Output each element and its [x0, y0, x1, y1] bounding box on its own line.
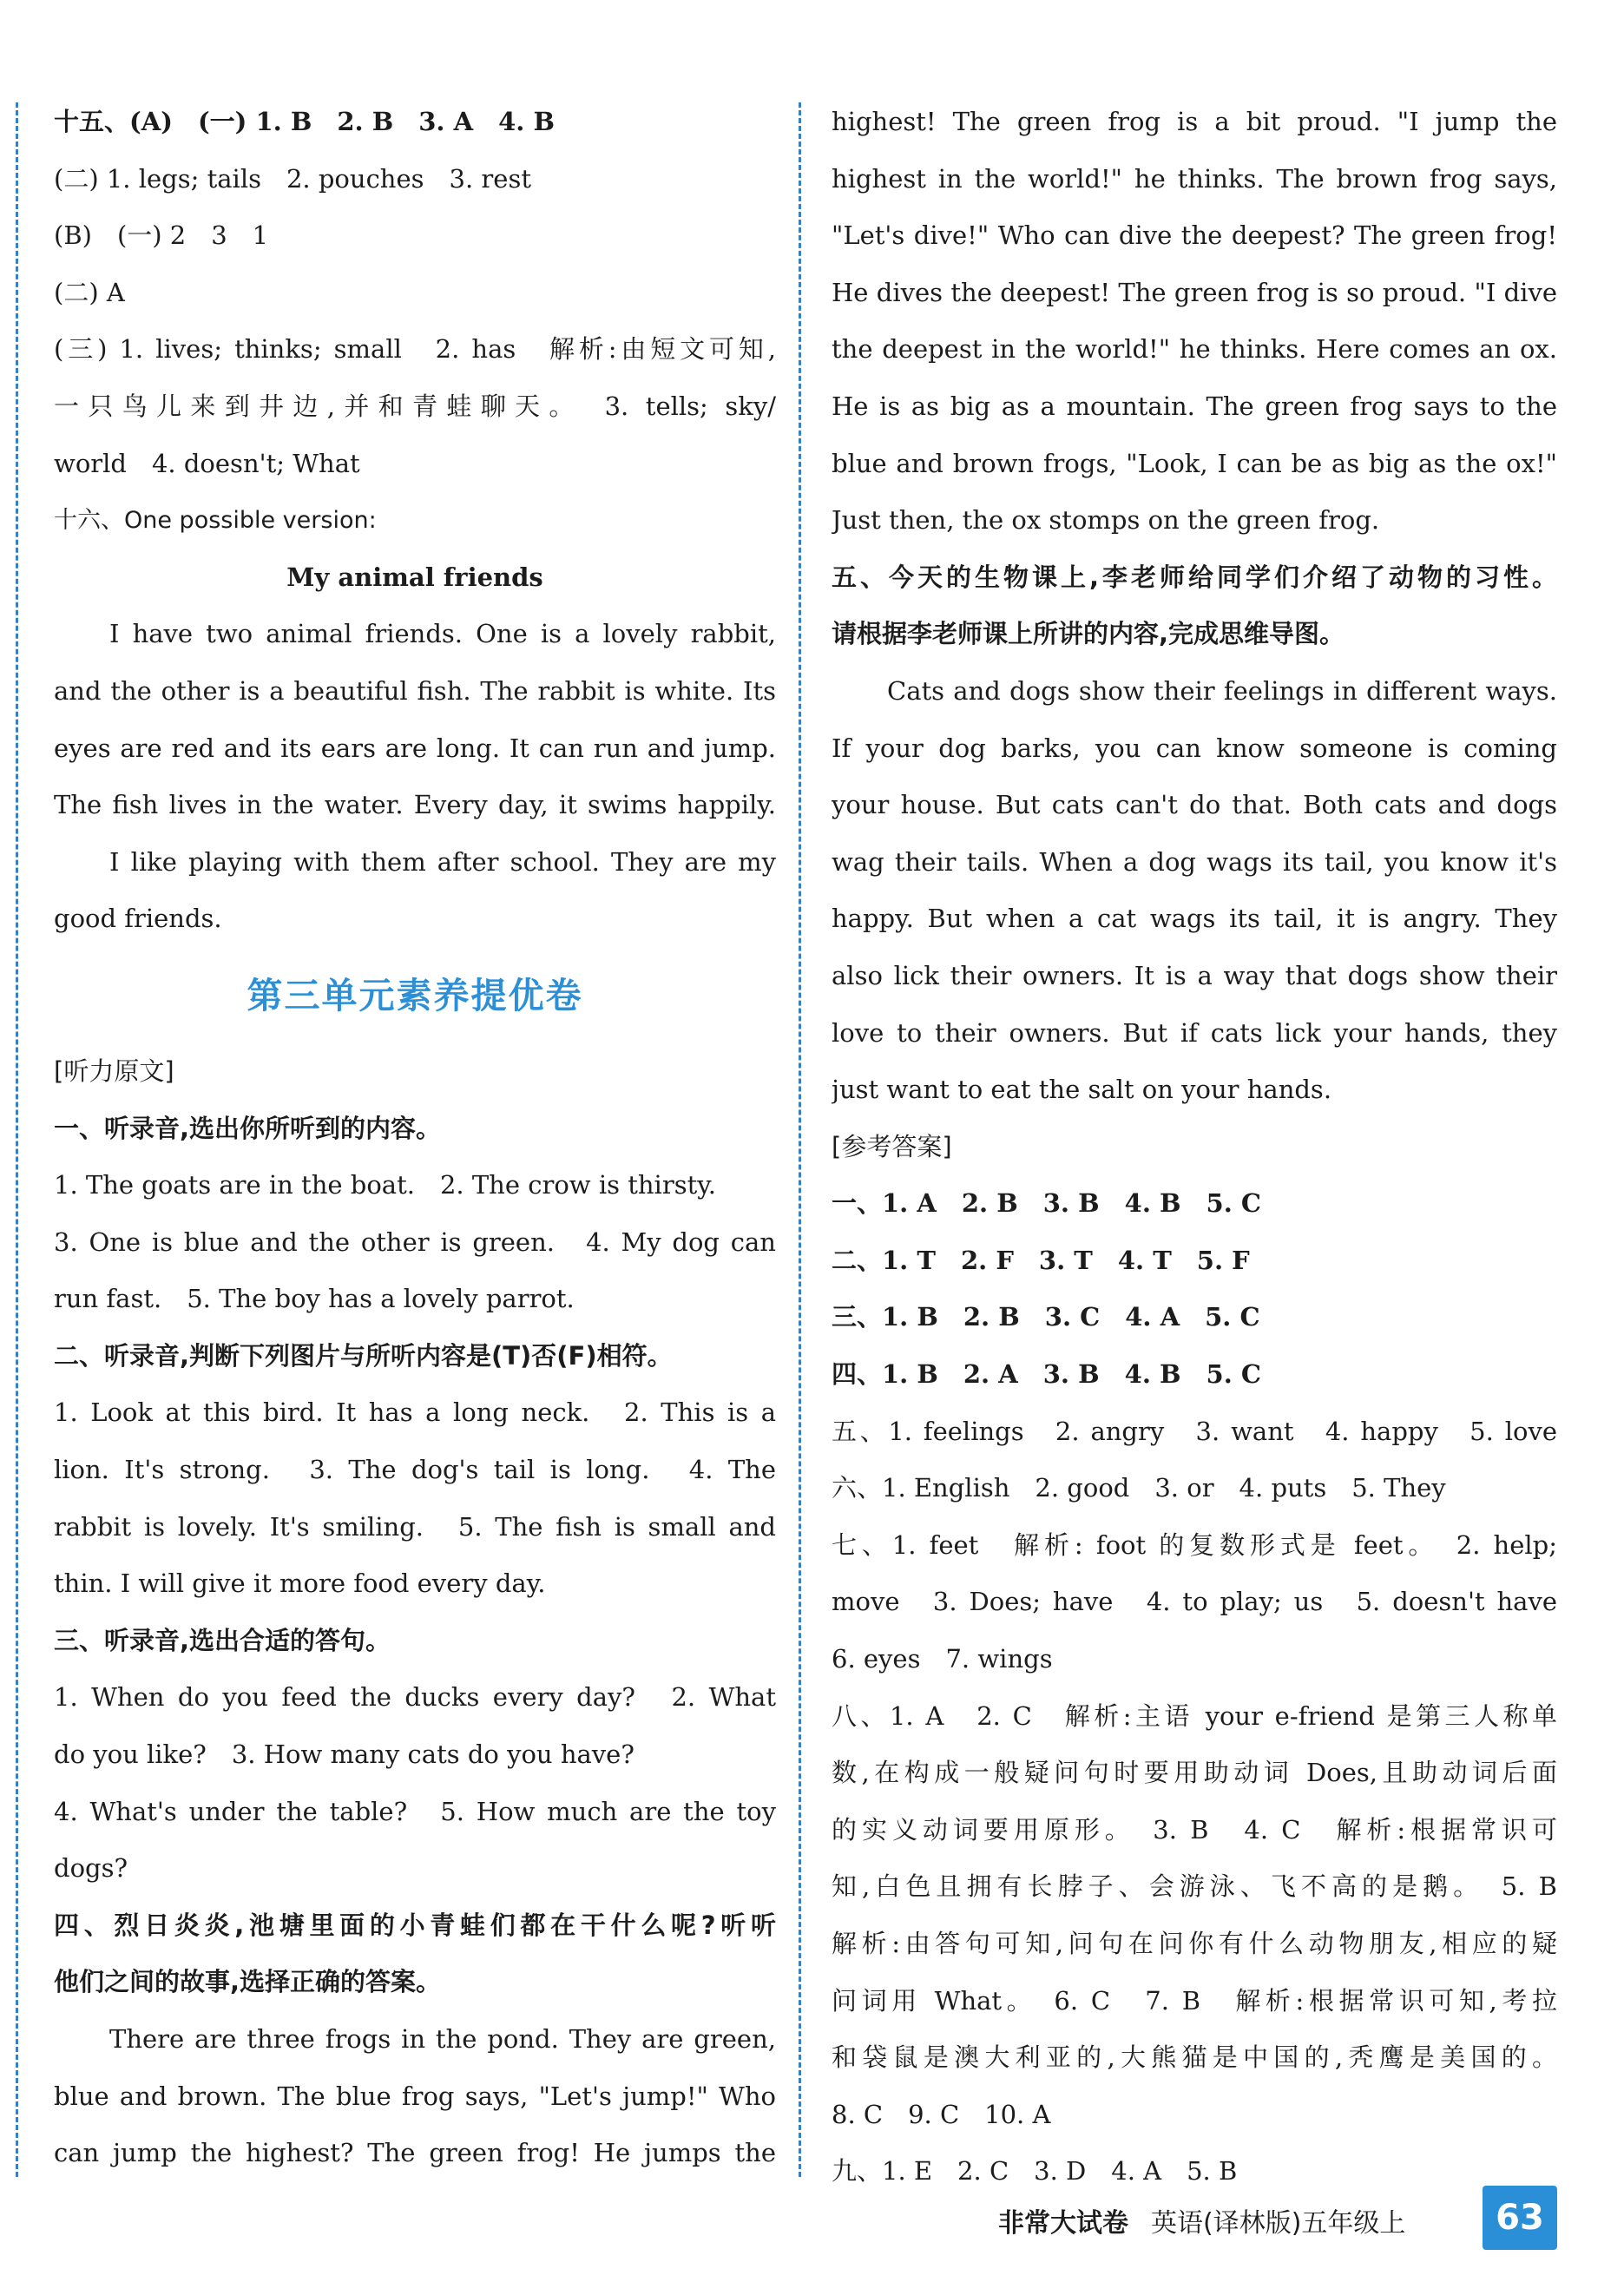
text-line: 1. Look at this bird. It has a long neck. 2. This is a [54, 1397, 776, 1428]
text-line: 九、1. E 2. C 3. D 4. A 5. B [832, 2156, 1238, 2187]
footer [998, 2194, 1405, 2246]
text-line: your house. But cats can't do that. Both cats and dogs [832, 790, 1557, 820]
text-line: (二) A [54, 277, 125, 307]
text-line: 6. eyes 7. wings [832, 1644, 1053, 1674]
text-line: dogs? [54, 1853, 128, 1884]
text-line: The fish lives in the water. Every day, it swims happily. [54, 790, 776, 820]
text-line: 解析:由答句可知,问句在问你有什么动物朋友,相应的疑 [832, 1929, 1557, 1958]
text-line: He dives the deepest! The green frog is so proud. "I dive [832, 277, 1557, 307]
section-heading: 五、今天的生物课上,李老师给同学们介绍了动物的习性。 [832, 562, 1557, 592]
section-heading: 三、听录音,选出合适的答句。 [54, 1625, 391, 1655]
text-line: world 4. doesn't; What [54, 448, 360, 478]
text-line: I have two animal friends. One is a lovely rabbit, [109, 619, 776, 649]
text-line: (B) (一) 2 3 1 [54, 220, 269, 251]
text-line: move 3. Does; have 4. to play; us 5. doesn't have [832, 1587, 1557, 1617]
text-line: run fast. 5. The boy has a lovely parrot. [54, 1284, 575, 1314]
text-line: 知,白色且拥有长脖子、会游泳、飞不高的是鹅。 5. B [832, 1871, 1557, 1902]
text-line: 4. What's under the table? 5. How much are the toy [54, 1796, 776, 1826]
text-line: 六、1. English 2. good 3. or 4. puts 5. They [832, 1473, 1446, 1503]
text-line: 五、1. feelings 2. angry 3. want 4. happy 5. love [832, 1416, 1557, 1446]
text-line: If your dog barks, you can know someone is coming [832, 733, 1557, 763]
text-line: 8. C 9. C 10. A [832, 2099, 1051, 2129]
footer-brand: 非常大试卷 [998, 2208, 1128, 2239]
text-line: eyes are red and its ears are long. It can run and jump. [54, 733, 776, 763]
text-line: 1. When do you feed the ducks every day? 2. What [54, 1682, 776, 1713]
text-line: 八、1. A 2. C 解析:主语 your e-friend 是第三人称单 [832, 1700, 1557, 1731]
text-line: blue and brown frogs, "Look, I can be as big as the ox!" [832, 448, 1557, 478]
text-line: just want to eat the salt on your hands. [832, 1075, 1332, 1105]
text-line: happy. But when a cat wags its tail, it is angry. They [832, 904, 1557, 934]
text-line: 三、1. B 2. B 3. C 4. A 5. C [832, 1302, 1260, 1332]
section-heading: 他们之间的故事,选择正确的答案。 [54, 1967, 442, 1997]
text-line: 3. One is blue and the other is green. 4. My dog can [54, 1226, 776, 1257]
text-line: thin. I will give it more food every day. [54, 1568, 546, 1599]
text-line: highest! The green frog is a bit proud. "I jump the [832, 107, 1557, 136]
section-heading: 一、听录音,选出你所听到的内容。 [54, 1113, 442, 1143]
text-line: 1. The goats are in the boat. 2. The crow is thirsty. [54, 1170, 716, 1200]
text-line: There are three frogs in the pond. They are green, [109, 2024, 776, 2054]
text-line: Just then, the ox stomps on the green frog. [832, 505, 1380, 536]
text-line: the deepest in the world!" he thinks. Here comes an ox. [832, 334, 1557, 365]
text-line: and the other is a beautiful fish. The rabbit is white. Its [54, 675, 776, 706]
text-line: 十五、(A) (一) 1. B 2. B 3. A 4. B [54, 107, 555, 136]
text-line: 一、1. A 2. B 3. B 4. B 5. C [832, 1188, 1261, 1219]
section-label: [听力原文] [54, 1056, 174, 1086]
text-line: (二) 1. legs; tails 2. pouches 3. rest [54, 163, 531, 194]
section-heading: 请根据李老师课上所讲的内容,完成思维导图。 [832, 619, 1345, 649]
text-line: 一只鸟儿来到井边,并和青蛙聊天。 3. tells; sky/ [54, 391, 776, 421]
text-line: Cats and dogs show their feelings in different ways. [887, 675, 1557, 706]
text-line: good friends. [54, 904, 222, 934]
text-line: rabbit is lovely. It's smiling. 5. The fish is small and [54, 1511, 776, 1542]
text-line: wag their tails. When a dog wags its tail, you know it's [832, 846, 1557, 877]
essay-title: My animal friends [286, 562, 543, 592]
text-line: blue and brown. The blue frog says, "Let's jump!" Who [54, 2081, 776, 2111]
text-line: He is as big as a mountain. The green frog says to the [832, 391, 1557, 421]
text-line: (三) 1. lives; thinks; small 2. has 解析:由短文可知, [54, 334, 776, 365]
text-line: lion. It's strong. 3. The dog's tail is long. 4. The [54, 1455, 776, 1485]
text-line: 的实义动词要用原形。 3. B 4. C 解析:根据常识可 [832, 1814, 1557, 1845]
text-line: "Let's dive!" Who can dive the deepest? The green frog! [832, 220, 1557, 251]
section-label: [参考答案] [832, 1131, 952, 1161]
text-line: also lick their owners. It is a way that dogs show their [832, 960, 1557, 990]
left-column [54, 94, 776, 2182]
text-line: 问词用 What。 6. C 7. B 解析:根据常识可知,考拉 [832, 1985, 1557, 2016]
right-column [832, 94, 1557, 2200]
text-line: 七、1. feet 解析: foot 的复数形式是 feet。 2. help; [832, 1529, 1557, 1560]
unit-title: 第三单元素养提优卷 [247, 974, 583, 1016]
text-line: 四、1. B 2. A 3. B 4. B 5. C [832, 1359, 1261, 1390]
text-line: love to their owners. But if cats lick your hands, they [832, 1017, 1557, 1048]
text-line: 二、1. T 2. F 3. T 4. T 5. F [832, 1245, 1250, 1275]
page-number: 63 [1483, 2186, 1557, 2250]
footer-subject: 英语(译林版)五年级上 [1151, 2208, 1406, 2239]
section-heading: 四、烈日炎炎,池塘里面的小青蛙们都在干什么呢?听听 [54, 1910, 776, 1940]
text-line: I like playing with them after school. They are my [109, 846, 776, 877]
text-line: do you like? 3. How many cats do you have? [54, 1739, 634, 1770]
text-line: 十六、One possible version: [54, 507, 377, 535]
left-margin-rule [16, 102, 18, 2177]
text-line: highest in the world!" he thinks. The brown frog says, [832, 163, 1557, 194]
column-divider [799, 102, 801, 2177]
section-heading: 二、听录音,判断下列图片与所听内容是(T)否(F)相符。 [54, 1340, 673, 1371]
text-line: can jump the highest? The green frog! He jumps the [54, 2138, 776, 2168]
text-line: 数,在构成一般疑问句时要用助动词 Does,且助动词后面 [832, 1758, 1557, 1788]
text-line: 和袋鼠是澳大利亚的,大熊猫是中国的,秃鹰是美国的。 [832, 2042, 1557, 2073]
